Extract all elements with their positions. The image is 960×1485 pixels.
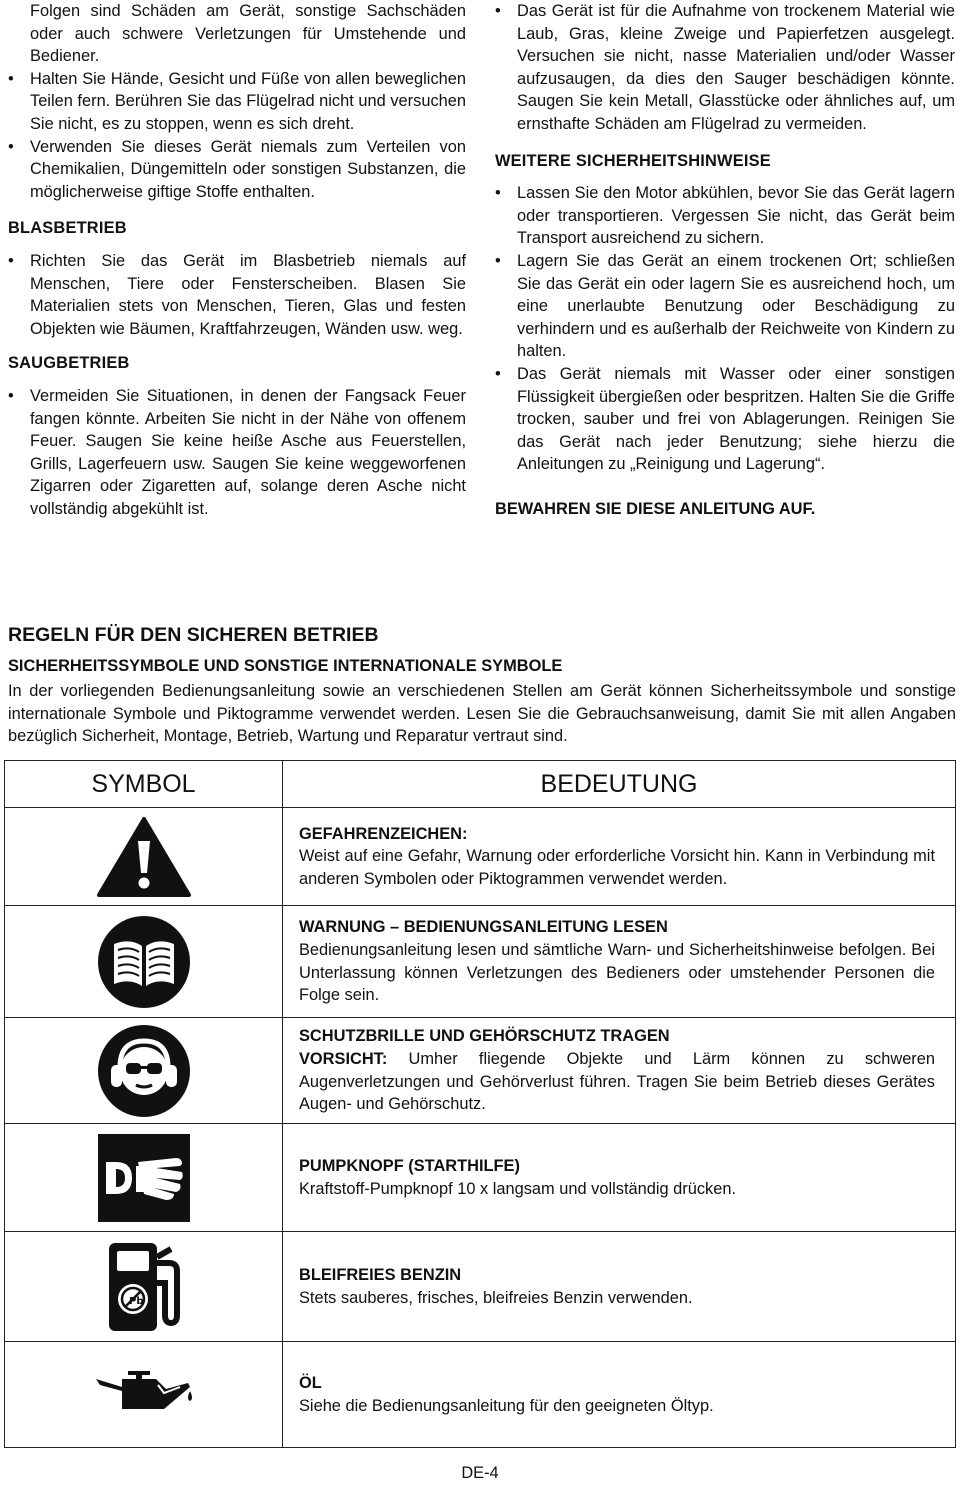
meaning-text: Stets sauberes, frisches, bleifreies Benzin verwenden. (299, 1288, 693, 1307)
eye-ear-protection-icon (96, 1023, 192, 1119)
bullet-chemicals: • Verwenden Sie dieses Gerät niemals zum Verteilen von Chemikalien, Düngemitteln oder sonstigen Substanzen, die möglicherweise giftige Stoffe enthalten. (8, 136, 466, 204)
symbol-cell (5, 1018, 283, 1124)
symbol-cell (5, 1342, 283, 1448)
bullet-cool-motor: • Lassen Sie den Motor abkühlen, bevor Sie das Gerät lagern oder transportieren. Vergessen Sie nicht, das Gerät beim Transport ausreichend zu sichern. (495, 182, 955, 250)
symbol-cell (5, 1232, 283, 1342)
primer-bulb-icon (96, 1132, 192, 1224)
meaning-text: Bedienungsanleitung lesen und sämtliche Warn- und Sicherheitshinweise befolgen. Bei Unterlassung können Verletzungen des Bedieners oder umstehender Personen die Folge sein. (299, 940, 935, 1005)
keep-instructions: BEWAHREN SIE DIESE ANLEITUNG AUF. (495, 499, 816, 518)
meaning-text: Umher fliegende Objekte und Lärm können zu schweren Augenverletzungen und Gehörverlust führen. Tragen Sie beim Betrieb dieses Gerätes Augen- und Gehörschutz. (299, 1049, 936, 1114)
table-row (5, 1124, 956, 1232)
svg-text:Pb: Pb (128, 1295, 143, 1307)
meaning-cell (283, 1124, 956, 1232)
left-column (8, 0, 466, 520)
bullet-blasbetrieb: • Richten Sie das Gerät im Blasbetrieb niemals auf Menschen, Tiere oder Fensterscheiben. Blasen Sie Materialien stets von Menschen, Tieren, Glas und festen Objekten wie Bäumen, Kraftfahrzeugen, Wänden usw. weg. (8, 250, 466, 340)
meaning-cell (283, 1342, 956, 1448)
heading-saugbetrieb: SAUGBETRIEB (8, 354, 130, 373)
meaning-title: GEFAHRENZEICHEN: (299, 824, 468, 843)
table-row (5, 808, 956, 906)
rules-title: REGELN FÜR DEN SICHEREN BETRIEB (8, 624, 379, 646)
read-manual-icon (96, 914, 192, 1010)
meaning-text: Weist auf eine Gefahr, Warnung oder erforderliche Vorsicht hin. Kann in Verbindung mit anderen Symbolen oder Piktogrammen verwendet werden. (299, 847, 935, 888)
bullet-saugbetrieb: • Vermeiden Sie Situationen, in denen der Fangsack Feuer fangen könnte. Arbeiten Sie nicht in der Nähe von offenem Feuer. Saugen Sie keine heiße Asche aus Feuerstellen, Grills, Lagerfeuern usw. Saugen Sie keine weggeworfenen Zigarren oder Zigaretten auf, solange deren Asche nicht vollständig abgekühlt ist. (8, 385, 466, 521)
heading-blasbetrieb: BLASBETRIEB (8, 219, 127, 238)
bullet-moving-parts: • Halten Sie Hände, Gesicht und Füße von allen beweglichen Teilen fern. Berühren Sie das Flügelrad nicht und versuchen Sie nicht, es zu stoppen, wenn es sich dreht. (8, 68, 466, 136)
bullet-water: • Das Gerät niemals mit Wasser oder einer sonstigen Flüssigkeit übergießen oder bespritzen. Halten Sie die Griffe trocken, sauber und frei von Ablagerungen. Reinigen Sie das Gerät nach jeder Benutzung; siehe hierzu die Anleitungen zu „Reinigung und Lagerung“. (495, 363, 955, 476)
meaning-title: ÖL (299, 1373, 322, 1392)
meaning-cell (283, 906, 956, 1018)
symbol-table-header (5, 761, 956, 808)
meaning-caution-label: VORSICHT: (299, 1049, 388, 1068)
table-row (5, 1232, 956, 1342)
table-row (5, 1018, 956, 1124)
unleaded-fuel-icon (99, 1239, 189, 1335)
oil-can-icon (92, 1365, 196, 1425)
right-column (495, 0, 955, 520)
meaning-cell (283, 808, 956, 906)
heading-weitere: WEITERE SICHERHEITSHINWEISE (495, 151, 771, 170)
meaning-title: WARNUNG – BEDIENUNGSANLEITUNG LESEN (299, 918, 668, 937)
table-row (5, 1342, 956, 1448)
symbol-cell (5, 906, 283, 1018)
meaning-title: PUMPKNOPF (STARTHILFE) (299, 1156, 520, 1175)
rules-intro: In der vorliegenden Bedienungsanleitung sowie an verschiedenen Stellen am Gerät können Sicherheitssymbole und sonstige internationale Symbole und Piktogramme verwendet werden. Lesen Sie die Gebrauchsanweisung, damit Sie mit allen Angaben bezüglich Sicherheit, Montage, Betrieb, Wartung und Reparatur vertraut sind. (8, 682, 956, 746)
symbol-cell (5, 808, 283, 906)
table-row (5, 906, 956, 1018)
warning-triangle-icon (96, 815, 192, 899)
symbol-table (4, 760, 956, 1448)
header-meaning: BEDEUTUNG (283, 761, 956, 808)
meaning-cell (283, 1232, 956, 1342)
continuation-text: Folgen sind Schäden am Gerät, sonstige Sachschäden oder auch schwere Verletzungen für Umstehende und Bediener. (30, 2, 466, 66)
header-symbol: SYMBOL (5, 761, 283, 808)
page-number: DE-4 (461, 1464, 499, 1482)
meaning-cell (283, 1018, 956, 1124)
rules-subtitle: SICHERHEITSSYMBOLE UND SONSTIGE INTERNATIONALE SYMBOLE (8, 657, 563, 675)
symbol-cell (5, 1124, 283, 1232)
meaning-text: Siehe die Bedienungsanleitung für den geeigneten Öltyp. (299, 1396, 714, 1415)
meaning-text: Kraftstoff-Pumpknopf 10 x langsam und vollständig drücken. (299, 1179, 737, 1198)
meaning-title: BLEIFREIES BENZIN (299, 1265, 462, 1284)
bullet-storage: • Lagern Sie das Gerät an einem trockenen Ort; schließen Sie das Gerät ein oder lagern Sie es ausreichend hoch, um eine unerlaubte Benutzung oder Beschädigung zu verhindern und es außerhalb der Reichweite von Kindern zu halten. (495, 250, 955, 363)
meaning-title: SCHUTZBRILLE UND GEHÖRSCHUTZ TRAGEN (299, 1027, 670, 1046)
bullet-dry-material: • Das Gerät ist für die Aufnahme von trockenem Material wie Laub, Gras, kleine Zweige und Papierfetzen ausgelegt. Versuchen sie nicht, nasse Materialien und/oder Wasser aufzusaugen, da dies den Sauger beschädigen könnte. Saugen Sie kein Metall, Glasstücke oder ähnliches auf, um ernsthafte Schäden am Flügelrad zu vermeiden. (495, 0, 955, 136)
